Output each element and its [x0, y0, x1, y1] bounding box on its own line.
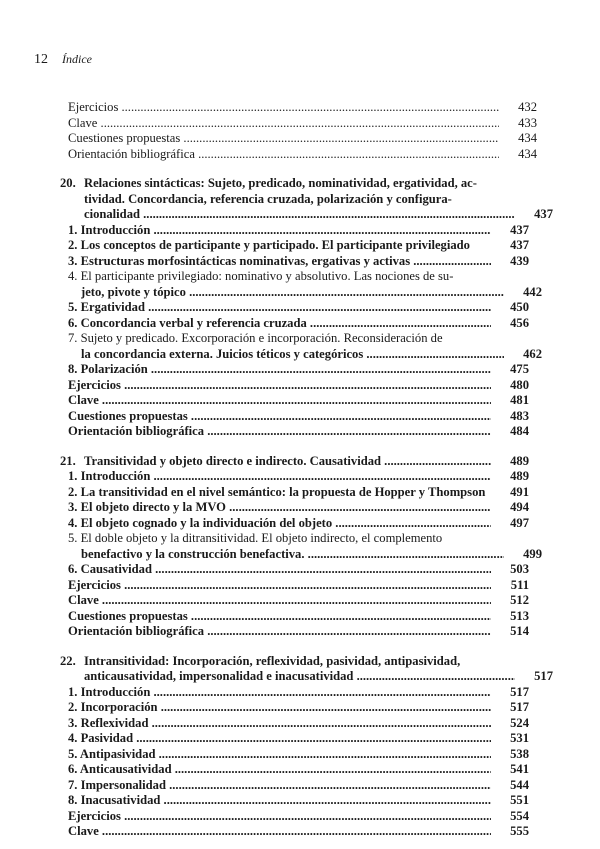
toc-entry — [68, 485, 529, 501]
toc-entry — [68, 469, 529, 485]
entry-page: 484 — [510, 424, 529, 438]
chapter-block — [60, 176, 553, 440]
entry-page: 437 — [534, 207, 553, 221]
entry-page: 462 — [523, 346, 542, 361]
chapter-item — [60, 516, 529, 532]
entry-page: 489 — [510, 453, 529, 468]
chapter-item — [60, 824, 529, 840]
entry-label: 5. Antipasividad ..... — [68, 747, 491, 763]
entry-label: Clave ..... — [68, 116, 499, 132]
entry-label: benefactivo y la construcción benefactiva. ..... — [81, 547, 504, 563]
entry-label: 6. Concordancia verbal y referencia cruzada ..... — [68, 316, 491, 332]
item-line: 4. El participante privilegiado: nominativo y absolutivo. Las nociones de su- — [68, 269, 454, 283]
chapter-item — [60, 716, 529, 732]
entry-label: Clave ..... — [68, 824, 491, 840]
chapter-item — [60, 762, 529, 778]
entry-page: 499 — [523, 546, 542, 561]
entry-page: 432 — [518, 100, 537, 114]
toc-entry — [60, 116, 537, 132]
toc-entry — [68, 593, 529, 609]
entry-page: 514 — [510, 624, 529, 638]
chapter-item — [60, 562, 529, 578]
toc-entry — [68, 685, 529, 701]
chapter-item — [60, 393, 529, 409]
chapter-title-text: Relaciones sintácticas: Sujeto, predicado, nominatividad, ergatividad, ac- — [84, 176, 477, 190]
chapter-title-text: tividad. Concordancia, referencia cruzada, polarización y configura- — [84, 191, 452, 206]
toc-entry — [68, 347, 542, 363]
entry-page: 439 — [510, 253, 529, 268]
chapter-item — [60, 685, 529, 701]
entry-label: 6. Anticausatividad ..... — [68, 762, 491, 778]
entry-page: 541 — [510, 762, 529, 776]
chapter-item — [60, 778, 529, 794]
item-line: 7. Sujeto y predicado. Excorporación e incorporación. Reconsideración de — [68, 331, 443, 345]
toc-entry — [68, 778, 529, 794]
entry-page: 481 — [510, 393, 529, 407]
chapter-item — [60, 747, 529, 763]
entry-label: cionalidad ..... — [84, 207, 515, 223]
entry-page: 512 — [510, 593, 529, 607]
entry-label: Clave ..... — [68, 593, 491, 609]
chapter-item — [60, 624, 529, 640]
toc-entry — [68, 516, 529, 532]
entry-page: 437 — [510, 222, 529, 237]
entry-label: 2. Los conceptos de participante y participado. El participante privilegiado — [68, 238, 470, 252]
entry-label: Orientación bibliográfica ..... — [68, 624, 491, 640]
item-line: 5. El doble objeto y la ditransitividad. El objeto indirecto, el complemento — [68, 531, 443, 545]
toc-entry — [68, 223, 529, 239]
entry-page: 434 — [518, 131, 537, 145]
entry-label: 1. Introducción ..... — [68, 469, 491, 485]
toc-entry — [68, 409, 529, 425]
entry-label: 4. Pasividad ..... — [68, 731, 491, 747]
chapter-item — [60, 485, 529, 501]
chapter-item — [60, 254, 529, 270]
toc-entry — [68, 378, 529, 394]
entry-label: 1. Introducción ..... — [68, 223, 491, 239]
toc-entry — [68, 300, 529, 316]
chapter-item — [60, 378, 529, 394]
entry-label: 2. La transitividad en el nivel semántico: la propuesta de Hopper y Thompson — [68, 484, 486, 499]
chapter-item — [60, 609, 529, 625]
entry-page: 491 — [510, 484, 529, 499]
entry-page: 517 — [510, 684, 529, 699]
entry-page: 524 — [510, 715, 529, 730]
chapter-block — [60, 653, 553, 840]
entry-page: 494 — [510, 500, 529, 514]
page-number: 12 — [34, 52, 48, 67]
toc-entry — [60, 454, 529, 470]
entry-page: 437 — [510, 238, 529, 252]
entry-label: 2. Incorporación ..... — [68, 700, 491, 716]
entry-label: 21. Transitividad y objeto directo e indirecto. Causatividad ..... — [60, 454, 491, 470]
chapter-item — [60, 238, 529, 254]
entry-page: 517 — [534, 669, 553, 683]
toc-entry — [60, 100, 537, 116]
toc-entry — [68, 809, 529, 825]
entry-label: 8. Inacusatividad ..... — [68, 793, 491, 809]
toc-entry — [68, 500, 529, 516]
entry-page: 434 — [518, 146, 537, 161]
running-header — [34, 52, 92, 68]
entry-page: 551 — [510, 793, 529, 807]
toc-entry — [68, 793, 529, 809]
toc-entry — [60, 207, 553, 223]
entry-page: 497 — [510, 515, 529, 530]
entry-label: 8. Polarización ..... — [68, 362, 491, 378]
entry-label: Ejercicios ..... — [68, 378, 491, 394]
entry-label: Cuestiones propuestas ..... — [68, 131, 499, 147]
toc-entry — [68, 731, 529, 747]
entry-page: 511 — [510, 577, 529, 592]
entry-label: 5. Ergatividad ..... — [68, 300, 491, 316]
toc-entry — [68, 254, 529, 270]
entry-page: 544 — [510, 777, 529, 792]
toc-entry — [68, 362, 529, 378]
chapter-item — [60, 700, 529, 716]
toc-entry — [68, 700, 529, 716]
chapter-item — [60, 362, 529, 378]
entry-page: 480 — [510, 377, 529, 392]
toc-entry — [68, 316, 529, 332]
toc-entry — [68, 624, 529, 640]
entry-page: 450 — [510, 300, 529, 314]
entry-label: Clave ..... — [68, 393, 491, 409]
entry-page: 531 — [510, 731, 529, 745]
chapter-item — [60, 531, 542, 562]
entry-page: 517 — [510, 700, 529, 714]
toc-entry — [68, 393, 529, 409]
entry-label: la concordancia externa. Juicios téticos y categóricos ..... — [81, 347, 504, 363]
chapter-item — [60, 578, 529, 594]
toc-entry — [68, 762, 529, 778]
entry-page: 483 — [510, 408, 529, 423]
entry-page: 538 — [510, 746, 529, 761]
entry-label: Cuestiones propuestas ..... — [68, 609, 491, 625]
entry-label: 1. Introducción ..... — [68, 685, 491, 701]
chapter-title-line — [60, 192, 529, 208]
entry-page: 513 — [510, 608, 529, 623]
chapter-title-text: Intransitividad: Incorporación, reflexividad, pasividad, antipasividad, — [84, 653, 461, 668]
entry-label: 3. Reflexividad ..... — [68, 716, 491, 732]
entry-label: jeto, pivote y tópico ..... — [81, 285, 504, 301]
entry-page: 475 — [510, 362, 529, 376]
chapter-item — [60, 500, 529, 516]
running-title: Índice — [62, 52, 92, 66]
chapter-item — [60, 593, 529, 609]
toc-entry — [68, 424, 529, 440]
chapter-item — [60, 300, 529, 316]
chapter-item — [60, 731, 529, 747]
chapter-item — [60, 424, 529, 440]
chapter-number: 21. — [60, 453, 76, 468]
chapter-number: 22. — [60, 653, 76, 668]
chapter-title-line — [60, 176, 529, 192]
entry-label: Ejercicios ..... — [68, 100, 499, 116]
toc-entry — [68, 578, 529, 594]
entry-label: 3. El objeto directo y la MVO ..... — [68, 500, 491, 516]
chapter-block — [60, 453, 542, 640]
toc-entry — [68, 238, 529, 254]
toc-entry — [68, 285, 542, 301]
toc-entry — [60, 131, 537, 147]
entry-label: Ejercicios ..... — [68, 809, 491, 825]
previous-chapter-items — [60, 100, 537, 162]
entry-label: Ejercicios ..... — [68, 578, 491, 594]
entry-label: 3. Estructuras morfosintácticas nominativas, ergativas y activas ..... — [68, 254, 491, 270]
entry-page: 489 — [510, 469, 529, 483]
entry-label: 4. El objeto cognado y la individuación del objeto ..... — [68, 516, 491, 532]
chapter-item — [60, 269, 542, 300]
entry-label: Orientación bibliográfica ..... — [68, 424, 491, 440]
entry-page: 456 — [510, 315, 529, 330]
entry-label: Cuestiones propuestas ..... — [68, 409, 491, 425]
entry-label: 7. Impersonalidad ..... — [68, 778, 491, 794]
toc-entry — [68, 562, 529, 578]
entry-page: 554 — [510, 808, 529, 823]
chapter-title-line — [60, 654, 529, 670]
entry-page: 433 — [518, 115, 537, 130]
chapter-item — [60, 793, 529, 809]
chapter-item — [60, 409, 529, 425]
chapter-item — [60, 316, 529, 332]
chapter-item — [60, 809, 529, 825]
toc-entry — [60, 147, 537, 163]
entry-label: Orientación bibliográfica ..... — [68, 147, 499, 163]
toc-entry — [68, 547, 542, 563]
chapter-item — [60, 469, 529, 485]
entry-page: 503 — [510, 562, 529, 576]
chapter-item — [60, 331, 542, 362]
entry-label: 6. Causatividad ..... — [68, 562, 491, 578]
toc-entry — [68, 747, 529, 763]
toc-entry — [68, 824, 529, 840]
table-of-contents — [60, 100, 553, 840]
toc-entry — [60, 669, 553, 685]
toc-entry — [68, 609, 529, 625]
chapter-number: 20. — [60, 176, 76, 190]
toc-entry — [68, 716, 529, 732]
chapter-item — [60, 223, 529, 239]
entry-page: 555 — [510, 824, 529, 838]
entry-page: 442 — [523, 284, 542, 299]
entry-label: anticausatividad, impersonalidad e inacusatividad ..... — [84, 669, 515, 685]
